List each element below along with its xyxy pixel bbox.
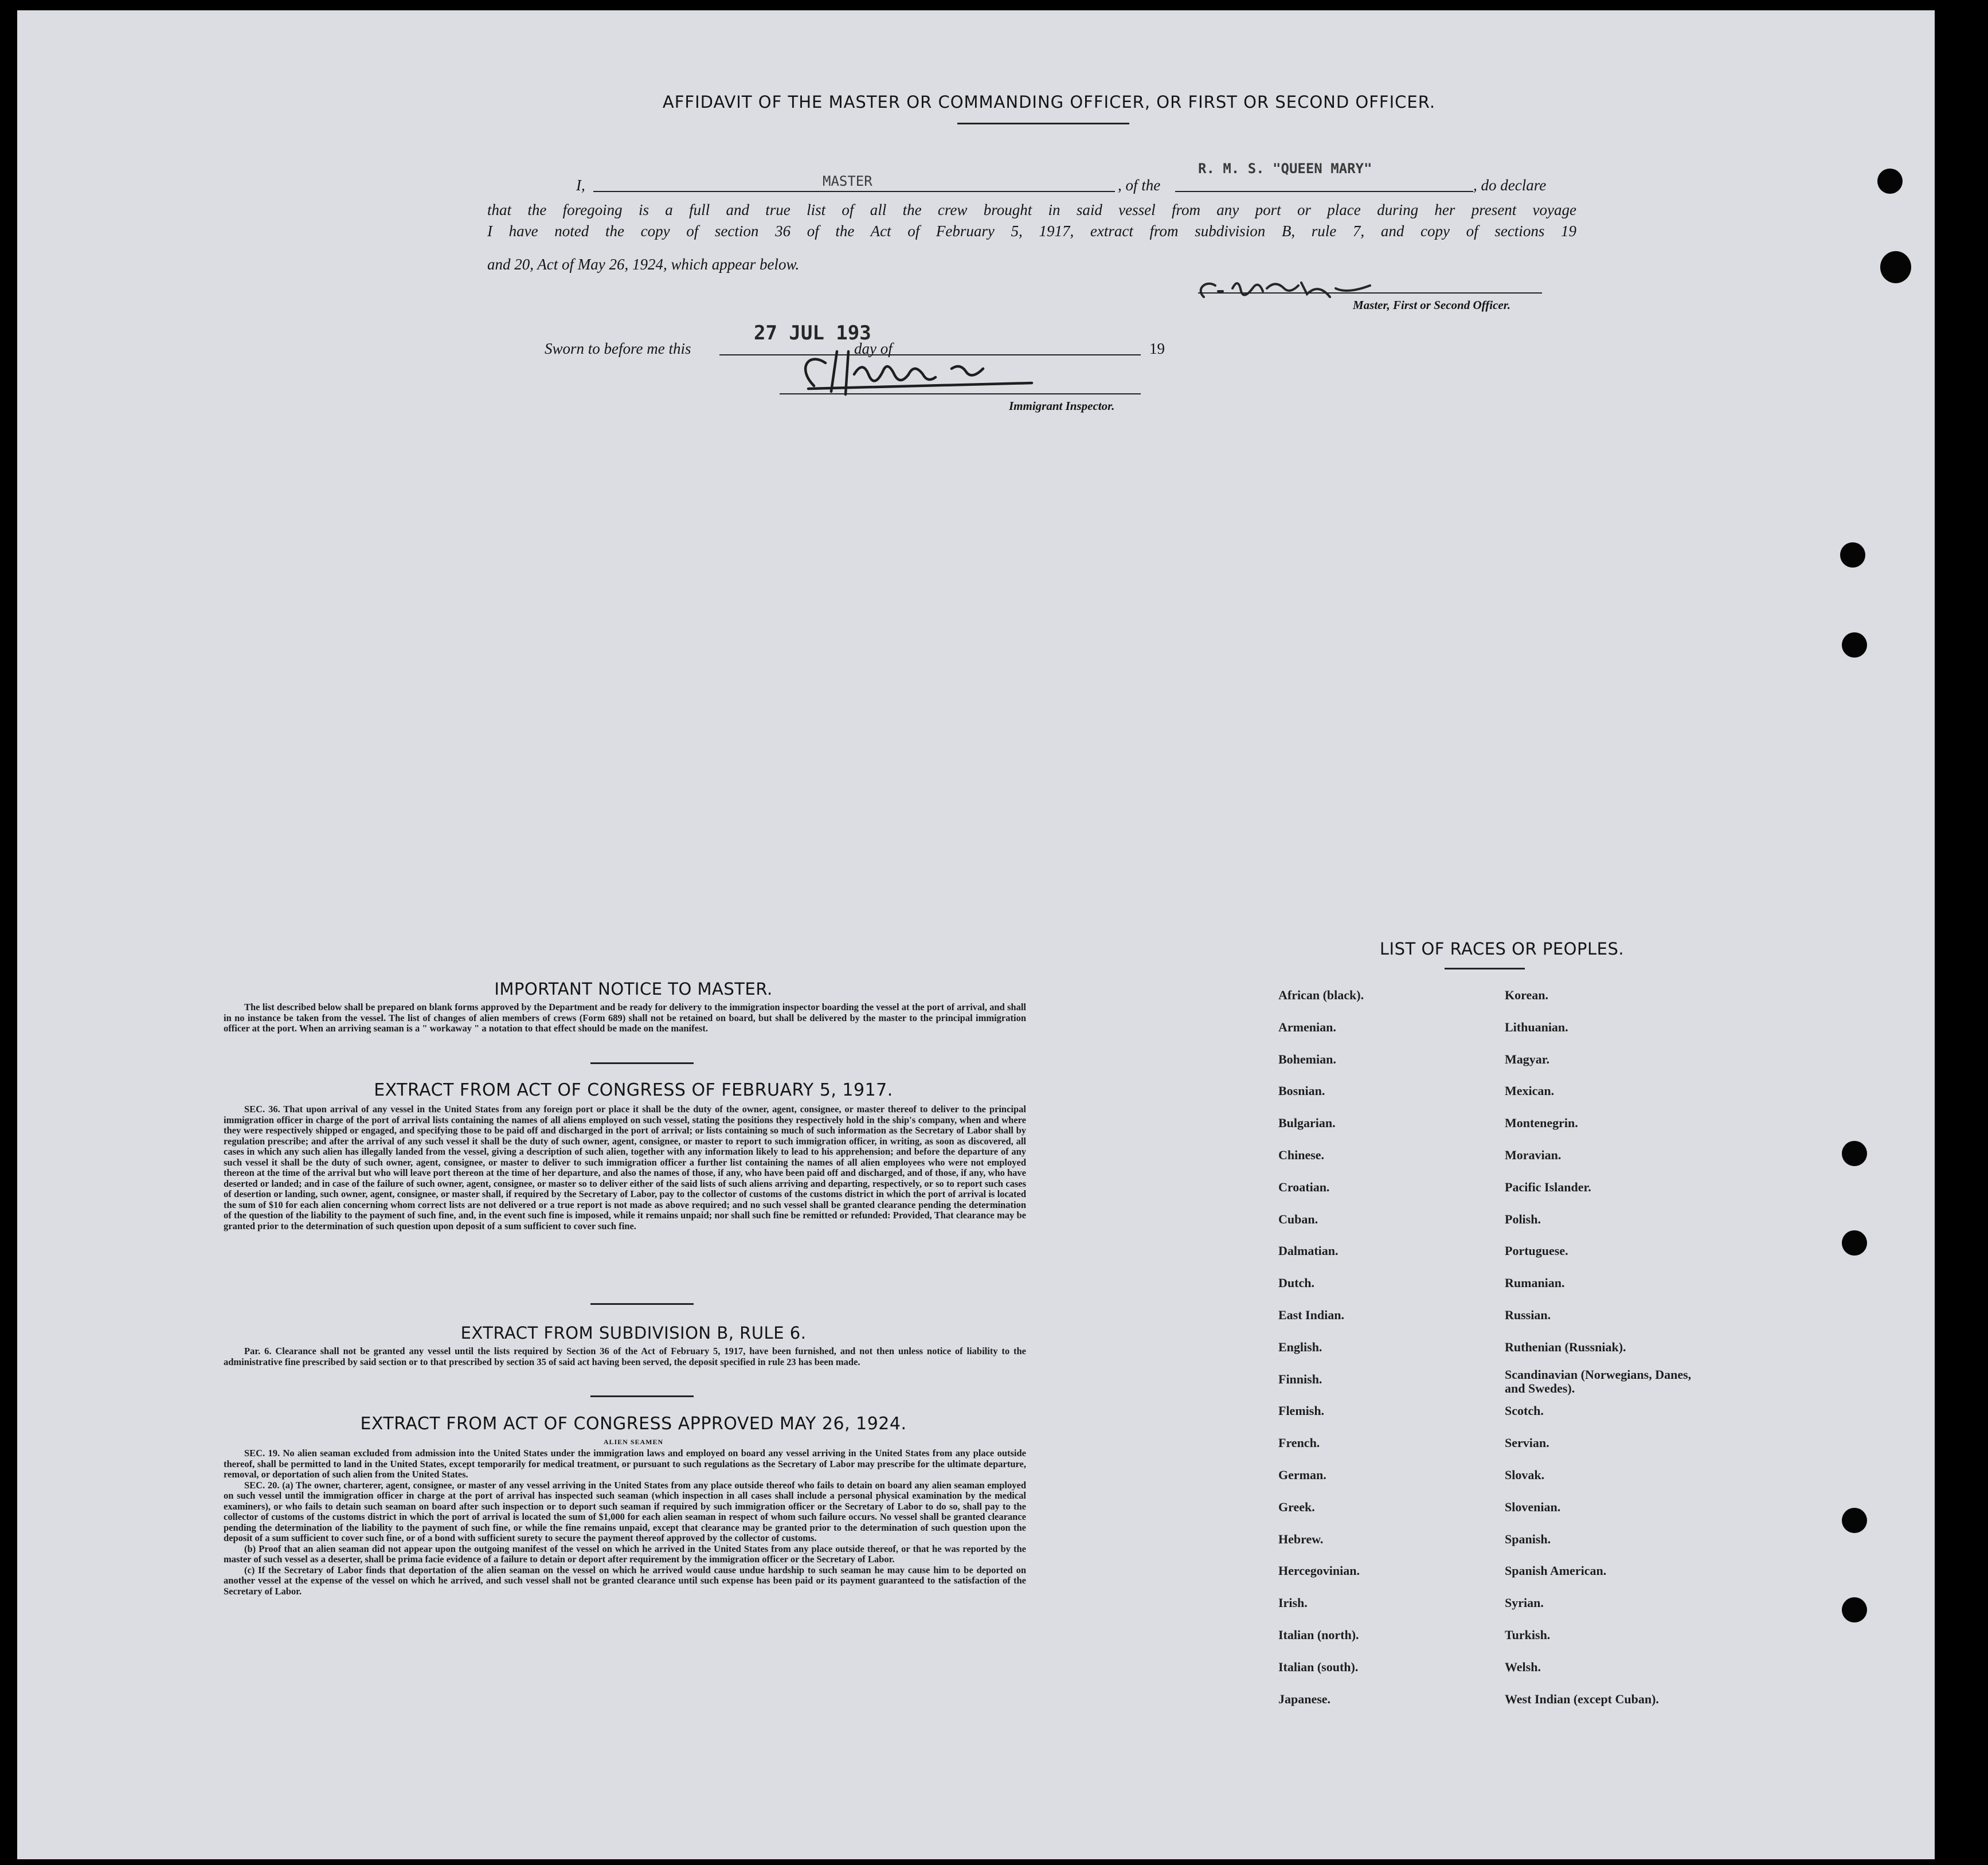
- race-item: African (black).: [1278, 988, 1364, 1002]
- alien-seamen-subtitle: ALIEN SEAMEN: [603, 1438, 664, 1446]
- notice-title: IMPORTANT NOTICE TO MASTER.: [494, 979, 773, 999]
- vessel-line: [1175, 191, 1473, 192]
- of-the-label: , of the: [1118, 177, 1161, 194]
- race-item: Servian.: [1505, 1436, 1549, 1450]
- race-item: Hebrew.: [1278, 1531, 1324, 1546]
- race-item: Rumanian.: [1505, 1276, 1565, 1291]
- day-of-label: day of: [854, 340, 893, 357]
- race-item: Pacific Islander.: [1505, 1179, 1591, 1194]
- race-item: Flemish.: [1278, 1403, 1325, 1418]
- race-item: Hercegovinian.: [1278, 1563, 1360, 1578]
- title-rule: [957, 123, 1129, 124]
- race-item: Scotch.: [1505, 1403, 1544, 1418]
- race-item: English.: [1278, 1339, 1322, 1354]
- punch-hole: [1842, 1597, 1867, 1622]
- section-19-paragraph: SEC. 19. No alien seaman excluded from admission into the United States under the immigration laws and employed on board any vessel arriving in the United States from any place outside thereof, shall be permitted to land in the United States, except temporarily for medical treatment, or pursuant to such regulations as the Secretary of Labor may prescribe for the ultimate departure, removal, or deportation of such alien from the United States.: [224, 1448, 1026, 1480]
- rule6-text: [224, 1346, 1026, 1367]
- inspector-signature-line: [780, 393, 1141, 394]
- race-item: Slovak.: [1505, 1468, 1545, 1482]
- affidavit-body-line-1: that the foregoing is a full and true list of all the crew brought in said vessel from any port or place during her present voyage: [487, 201, 1576, 218]
- extract-1917-text: [224, 1104, 1026, 1231]
- master-signature-line: [1198, 292, 1542, 294]
- race-item: Dalmatian.: [1278, 1244, 1339, 1258]
- race-item: Russian.: [1505, 1308, 1551, 1322]
- document-page: [17, 10, 1935, 1859]
- inspector-signature: [791, 346, 1089, 403]
- races-title-rule: [1445, 968, 1525, 969]
- date-stamp: 27 JUL 193: [754, 322, 871, 345]
- year-prefix: 19: [1149, 340, 1165, 357]
- race-item: Dutch.: [1278, 1276, 1314, 1291]
- vessel-name-field: R. M. S. "QUEEN MARY": [1198, 161, 1372, 177]
- race-item: East Indian.: [1278, 1308, 1344, 1322]
- section-20a-paragraph: SEC. 20. (a) The owner, charterer, agent, consignee, or master of any vessel arriving in the United States from any place outside thereof who fails to detain on board any alien seaman employed on such vessel until the immigration officer in charge at the port of arrival has inspected such seaman (which inspection in all cases shall include a personal physical examination by the medical examiners), or who fails to detain such seaman on board after such inspection or to deport such seaman if required by such immigration officer or the Secretary of Labor to do so, shall pay to the collector of customs of the customs district in which the port of arrival is located the sum of $1,000 for each alien seaman in respect of whom such failure occurs. No vessel shall be granted clearance pending the determination of the liability to the payment of such fine, or while the fine remains unpaid, except that clearance may be granted prior to the determination of such question upon the deposit of a sum sufficient to cover such fine, or of a bond with sufficient surety to secure the payment thereof approved by the collector of customs.: [224, 1479, 1026, 1543]
- race-item: Croatian.: [1278, 1179, 1330, 1194]
- officer-title-line: [593, 191, 1115, 192]
- officer-title-field: MASTER: [823, 173, 872, 189]
- race-item: Bohemian.: [1278, 1051, 1336, 1066]
- race-item: Greek.: [1278, 1499, 1315, 1514]
- race-item: Mexican.: [1505, 1084, 1555, 1098]
- race-item: Slovenian.: [1505, 1499, 1561, 1514]
- race-item: Syrian.: [1505, 1596, 1544, 1610]
- extract-1917-rule: [590, 1303, 694, 1305]
- race-item: Italian (north).: [1278, 1628, 1359, 1642]
- race-item: Spanish American.: [1505, 1563, 1607, 1578]
- race-item: Ruthenian (Russniak).: [1505, 1339, 1626, 1354]
- extract-1924-title: EXTRACT FROM ACT OF CONGRESS APPROVED MAY 26, 1924.: [360, 1414, 907, 1434]
- race-item: Turkish.: [1505, 1628, 1551, 1642]
- punch-hole: [1840, 542, 1865, 568]
- extract-1917-title: EXTRACT FROM ACT OF CONGRESS OF FEBRUARY 5, 1917.: [374, 1080, 893, 1100]
- section-20c-paragraph: (c) If the Secretary of Labor finds that deportation of the alien seaman on the vessel on which he arrived would cause undue hardship to such seaman he may cause him to be deported on another vessel at the expense of the vessel on which he arrived, and such vessel shall not be granted clearance until such expense has been paid or its payment guaranteed to the satisfaction of the Secretary of Labor.: [224, 1564, 1026, 1597]
- punch-hole: [1877, 169, 1903, 194]
- race-item: French.: [1278, 1436, 1320, 1450]
- affidavit-body-line-3: and 20, Act of May 26, 1924, which appear below.: [487, 256, 800, 273]
- punch-hole: [1842, 1508, 1867, 1533]
- race-item: West Indian (except Cuban).: [1505, 1691, 1659, 1706]
- race-item: Portuguese.: [1505, 1244, 1568, 1258]
- race-item: Armenian.: [1278, 1019, 1336, 1034]
- race-item: Spanish.: [1505, 1531, 1551, 1546]
- master-caption: Master, First or Second Officer.: [1353, 298, 1510, 312]
- affidavit-title: AFFIDAVIT OF THE MASTER OR COMMANDING OFFICER, OR FIRST OR SECOND OFFICER.: [662, 92, 1436, 112]
- extract-1924-text: [224, 1448, 1026, 1597]
- rule6-rule: [590, 1395, 694, 1397]
- punch-hole: [1842, 1141, 1867, 1166]
- race-item: Bosnian.: [1278, 1084, 1325, 1098]
- race-item: German.: [1278, 1468, 1326, 1482]
- race-item: Finnish.: [1278, 1371, 1322, 1386]
- section-36-paragraph: SEC. 36. That upon arrival of any vessel in the United States from any foreign port or place it shall be the duty of the owner, agent, consignee, or master thereof to deliver to the principal immigration officer in charge of the port of arrival lists containing the names of all aliens employed on such vessel, stating the positions they respectively hold in the ship's company, when and where they were respectively shipped or engaged, and specifying those to be paid off and discharged in the port of arrival; or lists containing so much of such information as the Secretary of Labor shall by regulation prescribe; and after the arrival of any such vessel it shall be the duty of such owner, agent, consignee, or master to report to such immigration officer, in writing, as soon as discovered, all cases in which any such alien has illegally landed from the vessel, giving a description of such alien, together with any information likely to lead to his apprehension; and before the departure of any such vessel it shall be the duty of such owner, agent, consignee, or master to deliver to such immigration officer a further list containing the names of all alien employees who were not employed thereon at the time of the arrival but who will leave port thereon at the time of her departure, and also the names of those, if any, who have been paid off and discharged, and of those, if any, who have deserted or landed; and in case of the failure of such owner, agent, consignee, or master so to deliver either of the said lists of such aliens arriving and departing, respectively, or so to report such cases of desertion or landing, such owner, agent, consignee, or master shall, if required by the Secretary of Labor, pay to the collector of customs of the customs district in which the port of arrival is located the sum of $10 for each alien concerning whom correct lists are not delivered or a true report is not made as above required; and no such vessel shall be granted clearance pending the determination of the question of the liability to the payment of such fine, and, in the event such fine is imposed, while it remains unpaid; nor shall such fine be remitted or refunded: Provided, That clearance may be granted prior to the determination of such question upon deposit of a sum sufficient to cover such fine.: [224, 1104, 1026, 1231]
- race-item: Korean.: [1505, 988, 1548, 1002]
- race-item: Montenegrin.: [1505, 1116, 1578, 1131]
- race-item: Moravian.: [1505, 1148, 1562, 1162]
- i-label: I,: [576, 177, 585, 194]
- race-item: Chinese.: [1278, 1148, 1325, 1162]
- punch-hole: [1880, 251, 1911, 283]
- race-item: Cuban.: [1278, 1211, 1318, 1226]
- races-title: LIST OF RACES OR PEOPLES.: [1379, 939, 1625, 959]
- race-item: Magyar.: [1505, 1051, 1550, 1066]
- inspector-caption: Immigrant Inspector.: [1009, 399, 1115, 413]
- race-item: Welsh.: [1505, 1659, 1541, 1674]
- race-item: Bulgarian.: [1278, 1116, 1336, 1131]
- do-declare-label: , do declare: [1473, 177, 1547, 194]
- race-item: Polish.: [1505, 1211, 1541, 1226]
- section-20b-paragraph: (b) Proof that an alien seaman did not appear upon the outgoing manifest of the vessel on which he arrived in the United States from any place outside thereof, or that he was reported by the master of such vessel as a deserter, shall be prima facie evidence of a failure to detain or deport after requirement by the immigration officer or the Secretary of Labor.: [224, 1543, 1026, 1565]
- race-item: Italian (south).: [1278, 1659, 1359, 1674]
- affidavit-body-line-2: I have noted the copy of section 36 of the Act of February 5, 1917, extract from subdivision B, rule 7, and copy of sections 19: [487, 222, 1576, 240]
- notice-rule: [590, 1062, 694, 1064]
- notice-text: [224, 1002, 1026, 1034]
- race-item: Irish.: [1278, 1596, 1308, 1610]
- rule6-title: EXTRACT FROM SUBDIVISION B, RULE 6.: [460, 1323, 807, 1343]
- race-item: Japanese.: [1278, 1691, 1331, 1706]
- par-6-paragraph: Par. 6. Clearance shall not be granted any vessel until the lists required by Section 36 of the Act of February 5, 1917, have been furnished, and not then unless notice of liability to the administrative fine prescribed by said section or to that prescribed by section 35 of said act having been served, the deposit specified in rule 23 has been made.: [224, 1346, 1026, 1367]
- race-item: Lithuanian.: [1505, 1019, 1568, 1034]
- race-item: Scandinavian (Norwegians, Danes, and Swedes).: [1505, 1367, 1692, 1395]
- sworn-label: Sworn to before me this: [545, 340, 691, 357]
- punch-hole: [1842, 632, 1867, 658]
- notice-paragraph: The list described below shall be prepared on blank forms approved by the Department and be ready for delivery to the immigration inspector boarding the vessel at the port of arrival, and shall in no instance be taken from the vessel. The list of changes of alien members of crews (Form 689) shall not be retained on board, but shall be delivered by the master to the principal immigration officer at the port. When an arriving seaman is a " workaway " a notation to that effect should be made on the manifest.: [224, 1002, 1026, 1034]
- punch-hole: [1842, 1230, 1867, 1256]
